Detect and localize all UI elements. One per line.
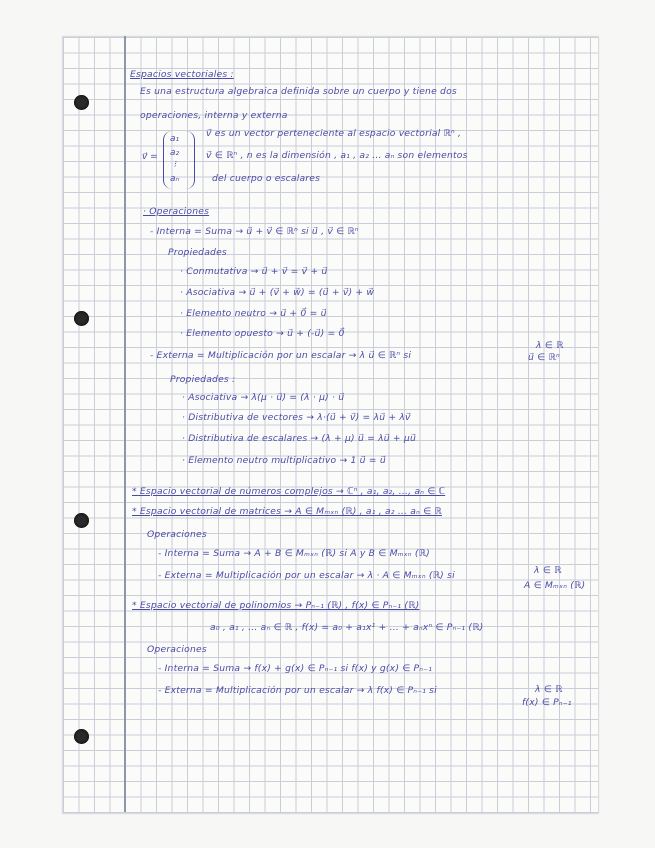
note-line: A ∈ Mₘₓₙ (ℝ) bbox=[524, 580, 586, 591]
note-line: Propiedades bbox=[168, 247, 227, 258]
note-line: · Operaciones bbox=[143, 206, 210, 217]
note-line: · Elemento neutro → u⃗ + 0⃗ = u⃗ bbox=[180, 308, 327, 319]
note-line: · Distributiva de vectores → λ·(u⃗ + v⃗) = λu⃗ + λv⃗ bbox=[182, 412, 411, 423]
note-line: - Externa = Multiplicación por un escalar → λ u⃗ ∈ ℝⁿ si bbox=[150, 350, 412, 361]
punch-hole bbox=[74, 311, 89, 326]
note-line: · Asociativa → λ(μ · u⃗) = (λ · μ) · u⃗ bbox=[182, 392, 345, 403]
note-line: Propiedades : bbox=[170, 374, 236, 385]
note-line: * Espacio vectorial de polinomios → Pₙ₋₁ (ℝ) , f(x) ∈ Pₙ₋₁ (ℝ) bbox=[132, 600, 420, 611]
vector-lhs: v⃗ = bbox=[142, 152, 158, 162]
note-line: del cuerpo o escalares bbox=[212, 173, 321, 184]
note-line: · Distributiva de escalares → (λ + μ) u⃗ = λu⃗ + μu⃗ bbox=[182, 433, 416, 444]
punch-hole bbox=[74, 513, 89, 528]
note-line: - Interna = Suma → f(x) + g(x) ∈ Pₙ₋₁ si f(x) y g(x) ∈ Pₙ₋₁ bbox=[158, 663, 433, 674]
note-line: - Interna = Suma → u⃗ + v⃗ ∈ ℝⁿ si u⃗ , v⃗ ∈ ℝⁿ bbox=[150, 226, 359, 237]
note-line: λ ∈ ℝ bbox=[535, 684, 563, 695]
note-line: v⃗ ∈ ℝⁿ , n es la dimensión , a₁ , a₂ ... aₙ son elementos bbox=[206, 150, 468, 161]
note-line: Operaciones bbox=[147, 644, 207, 655]
margin-line bbox=[124, 36, 126, 812]
note-line: Espacios vectoriales : bbox=[130, 69, 234, 80]
note-line: λ ∈ ℝ bbox=[534, 565, 562, 576]
note-line: * Espacio vectorial de matrices → A ∈ Mₘₓₙ (ℝ) , a₁ , a₂ ... aₙ ∈ ℝ bbox=[132, 506, 442, 517]
note-line: f(x) ∈ Pₙ₋₁ bbox=[522, 697, 572, 708]
vector-entry: ⁝ bbox=[174, 160, 177, 170]
note-line: operaciones, interna y externa bbox=[140, 110, 288, 121]
note-line: u⃗ ∈ ℝⁿ bbox=[528, 352, 560, 363]
note-line: - Externa = Multiplicación por un escalar → λ · A ∈ Mₘₓₙ (ℝ) si bbox=[158, 570, 455, 581]
note-line: * Espacio vectorial de números complejos → ℂⁿ , a₁, a₂, ..., aₙ ∈ ℂ bbox=[132, 486, 446, 497]
vector-entry: a₁ bbox=[170, 134, 180, 144]
note-line: · Elemento neutro multiplicativo → 1 u⃗ = u⃗ bbox=[182, 455, 386, 466]
note-line: a₀ , a₁ , ... aₙ ∈ ℝ , f(x) = a₀ + a₁x¹ + ... + aₙxⁿ ∈ Pₙ₋₁ (ℝ) bbox=[210, 622, 484, 633]
note-line: · Asociativa → u⃗ + (v⃗ + w⃗) = (u⃗ + v⃗) + w⃗ bbox=[180, 287, 375, 298]
punch-hole bbox=[74, 729, 89, 744]
note-line: - Interna = Suma → A + B ∈ Mₘₓₙ (ℝ) si A y B ∈ Mₘₓₙ (ℝ) bbox=[158, 548, 430, 559]
note-line: · Elemento opuesto → u⃗ + (-u⃗) = 0⃗ bbox=[180, 328, 345, 339]
note-line: · Conmutativa → u⃗ + v⃗ = v⃗ + u⃗ bbox=[180, 266, 328, 277]
punch-hole bbox=[74, 95, 89, 110]
vector-entry: a₂ bbox=[170, 148, 180, 158]
note-line: - Externa = Multiplicación por un escalar → λ f(x) ∈ Pₙ₋₁ si bbox=[158, 685, 437, 696]
note-line: v⃗ es un vector perteneciente al espacio vectorial ℝⁿ , bbox=[206, 128, 462, 139]
note-line: Es una estructura algebraica definida sobre un cuerpo y tiene dos bbox=[140, 86, 457, 97]
note-line: λ ∈ ℝ bbox=[536, 340, 564, 351]
vector-entry: aₙ bbox=[170, 174, 180, 184]
note-line: Operaciones bbox=[147, 529, 207, 540]
